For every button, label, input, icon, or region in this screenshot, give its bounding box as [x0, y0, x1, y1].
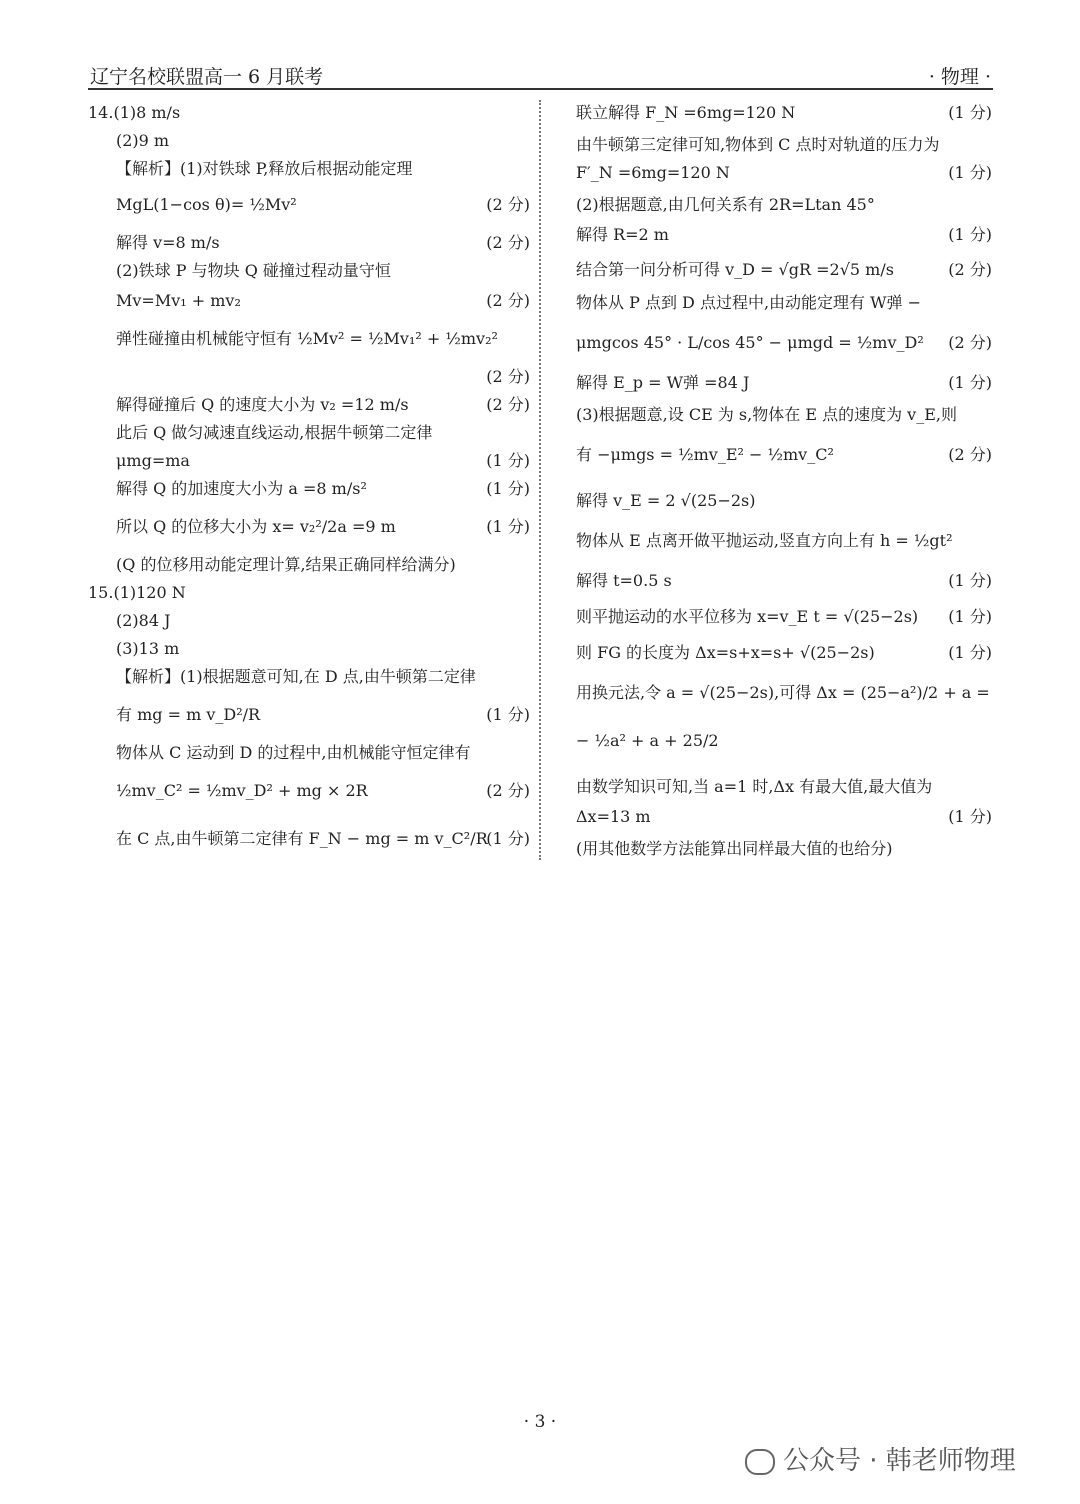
answer-text: 所以 Q 的位移大小为 x= v₂²/2a =9 m [116, 517, 396, 536]
answer-text: 解得 v=8 m/s [116, 233, 220, 252]
answer-text: 15.(1)120 N [88, 583, 186, 602]
answer-line [88, 128, 530, 154]
answer-line [88, 608, 530, 634]
answer-text: 解得 t=0.5 s [576, 571, 672, 590]
answer-line [88, 448, 530, 474]
subject-label: · 物理 · [928, 66, 991, 88]
answer-line [576, 330, 992, 356]
answer-text: μmgcos 45° · L/cos 45° − μmgd = ½mv_D² [576, 333, 924, 352]
answer-line [576, 370, 992, 396]
page-number: · 3 · [523, 1412, 557, 1432]
answer-line [576, 774, 992, 800]
answer-text: 在 C 点,由牛顿第二定律有 F_N − mg = m v_C²/R [116, 829, 488, 848]
answer-line [88, 192, 530, 218]
answer-text: 物体从 P 点到 D 点过程中,由动能定理有 W弹 − [576, 293, 922, 312]
score-label: (1 分) [948, 807, 992, 826]
answer-line [576, 402, 992, 428]
answer-line [576, 728, 992, 754]
answer-line [88, 420, 530, 446]
answer-line [576, 290, 992, 316]
answer-text: 解得 E_p = W弹 =84 J [576, 373, 750, 392]
score-label: (2 分) [486, 367, 530, 386]
answer-text: 【解析】(1)根据题意可知,在 D 点,由牛顿第二定律 [116, 667, 476, 686]
answer-text: F′_N =6mg=120 N [576, 163, 730, 182]
score-label: (1 分) [948, 571, 992, 590]
score-label: (2 分) [948, 333, 992, 352]
answer-line [576, 100, 992, 126]
answer-line [576, 488, 992, 514]
answer-line [88, 288, 530, 314]
answer-text: 结合第一问分析可得 v_D = √gR =2√5 m/s [576, 260, 894, 279]
answer-line [576, 257, 992, 283]
answer-text: 14.(1)8 m/s [88, 103, 181, 122]
score-label: (2 分) [486, 781, 530, 800]
answer-line [88, 514, 530, 540]
score-label: (1 分) [486, 479, 530, 498]
answer-line [576, 804, 992, 830]
answer-text: (2)9 m [116, 131, 170, 150]
answer-line [88, 778, 530, 804]
score-label: (1 分) [948, 373, 992, 392]
answer-text: (2)根据题意,由几何关系有 2R=Ltan 45° [576, 195, 875, 214]
answer-line [576, 640, 992, 666]
answer-text: 物体从 C 运动到 D 的过程中,由机械能守恒定律有 [116, 743, 471, 762]
answer-text: 解得 v_E = 2 √(25−2s) [576, 491, 756, 510]
answer-text: 此后 Q 做匀减速直线运动,根据牛顿第二定律 [116, 423, 433, 442]
answer-text: 则平抛运动的水平位移为 x=v_E t = √(25−2s) [576, 607, 919, 626]
answer-line [576, 568, 992, 594]
score-label: (1 分) [948, 163, 992, 182]
answer-line [88, 702, 530, 728]
score-label: (1 分) [486, 829, 530, 848]
answer-text: (2)84 J [116, 611, 171, 630]
answer-text: (3)根据题意,设 CE 为 s,物体在 E 点的速度为 v_E,则 [576, 405, 957, 424]
score-label: (1 分) [948, 643, 992, 662]
exam-title: 辽宁名校联盟高一 6 月联考 [90, 66, 324, 88]
answer-text: (Q 的位移用动能定理计算,结果正确同样给满分) [116, 555, 456, 574]
wechat-icon [745, 1449, 775, 1475]
answer-line [576, 192, 992, 218]
answer-text: 解得碰撞后 Q 的速度大小为 v₂ =12 m/s [116, 395, 409, 414]
answer-line [576, 604, 992, 630]
answer-line [576, 528, 992, 554]
answer-text: MgL(1−cos θ)= ½Mv² [116, 195, 297, 214]
score-label: (2 分) [486, 395, 530, 414]
answer-text: Δx=13 m [576, 807, 651, 826]
answer-line [88, 740, 530, 766]
answer-line [88, 100, 530, 126]
score-label: (1 分) [486, 517, 530, 536]
answer-line [88, 156, 530, 182]
score-label: (1 分) [948, 607, 992, 626]
watermark-text: 公众号 · 韩老师物理 [783, 1446, 1016, 1476]
score-label: (2 分) [948, 445, 992, 464]
answer-text: 弹性碰撞由机械能守恒有 ½Mv² = ½Mv₁² + ½mv₂² [116, 329, 498, 348]
column-divider [539, 100, 541, 860]
answer-text: − ½a² + a + 25/2 [576, 731, 719, 750]
answer-line [88, 258, 530, 284]
answer-text: 则 FG 的长度为 Δx=s+x=s+ √(25−2s) [576, 643, 875, 662]
answer-line [88, 664, 530, 690]
answer-text: (2)铁球 P 与物块 Q 碰撞过程动量守恒 [116, 261, 391, 280]
answer-line [576, 160, 992, 186]
answer-text: 用换元法,令 a = √(25−2s),可得 Δx = (25−a²)/2 + a = [576, 683, 990, 702]
score-label: (2 分) [486, 195, 530, 214]
answer-text: 【解析】(1)对铁球 P,释放后根据动能定理 [116, 159, 413, 178]
score-label: (2 分) [486, 233, 530, 252]
score-label: (1 分) [948, 225, 992, 244]
answer-text: (3)13 m [116, 639, 180, 658]
answer-text: 解得 R=2 m [576, 225, 669, 244]
answer-line [88, 580, 530, 606]
answer-line [88, 326, 530, 352]
answer-line [576, 222, 992, 248]
answer-line [576, 680, 992, 706]
answer-text: 解得 Q 的加速度大小为 a =8 m/s² [116, 479, 367, 498]
answer-text: 物体从 E 点离开做平抛运动,竖直方向上有 h = ½gt² [576, 531, 953, 550]
answer-text: 有 −μmgs = ½mv_E² − ½mv_C² [576, 445, 834, 464]
answer-line [88, 476, 530, 502]
answer-text: ½mv_C² = ½mv_D² + mg × 2R [116, 781, 368, 800]
answer-text: (用其他数学方法能算出同样最大值的也给分) [576, 839, 893, 858]
site-logo-watermark [902, 1398, 1072, 1498]
answer-text: Mv=Mv₁ + mv₂ [116, 291, 241, 310]
score-label: (2 分) [486, 291, 530, 310]
score-label: (1 分) [486, 705, 530, 724]
answer-line [88, 826, 530, 852]
answer-line [88, 552, 530, 578]
answer-line [576, 442, 992, 468]
answer-line [88, 230, 530, 256]
answer-text: μmg=ma [116, 451, 190, 470]
score-label: (2 分) [948, 260, 992, 279]
score-label: (1 分) [486, 451, 530, 470]
score-label: (1 分) [948, 103, 992, 122]
answer-line [576, 132, 992, 158]
page-header [88, 58, 993, 90]
answer-text: 由牛顿第三定律可知,物体到 C 点时对轨道的压力为 [576, 135, 940, 154]
answer-text: 联立解得 F_N =6mg=120 N [576, 103, 796, 122]
answer-line [88, 364, 530, 390]
answer-line [88, 636, 530, 662]
answer-line [576, 836, 992, 862]
answer-line [88, 392, 530, 418]
answer-text: 由数学知识可知,当 a=1 时,Δx 有最大值,最大值为 [576, 777, 933, 796]
answer-text: 有 mg = m v_D²/R [116, 705, 261, 724]
